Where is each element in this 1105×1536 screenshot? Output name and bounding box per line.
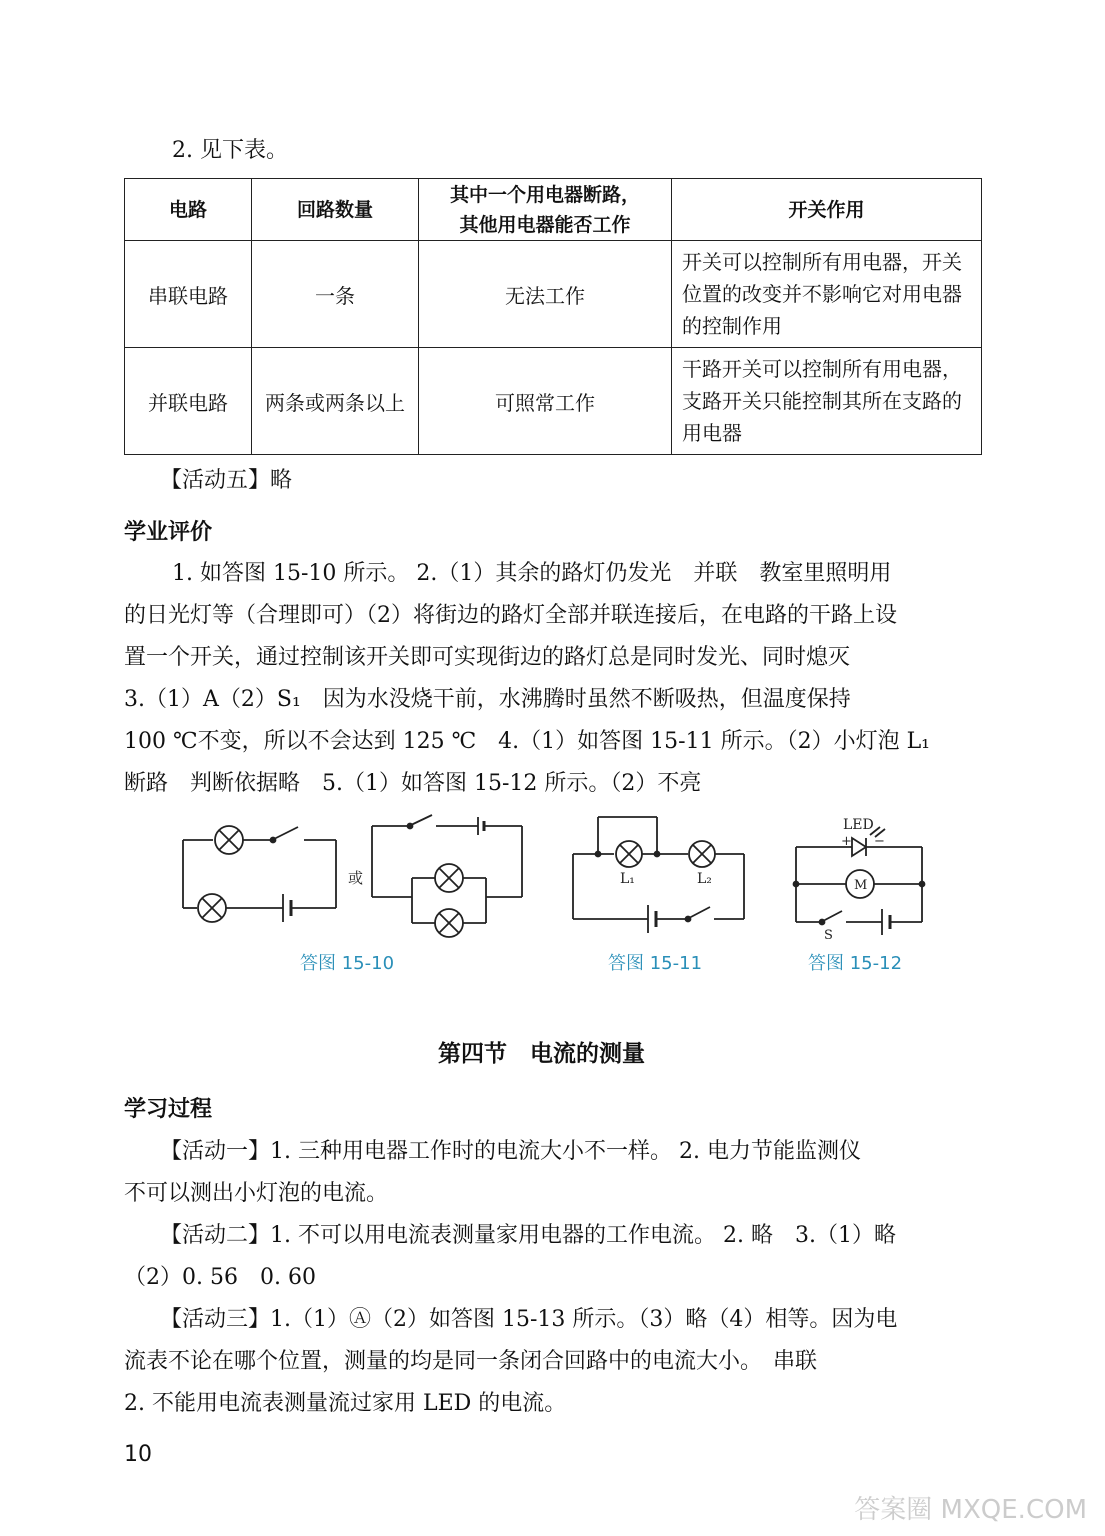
table-cell: 干路开关可以控制所有用电器，支路开关只能控制其所在支路的用电器 (672, 348, 982, 455)
fig11-caption: 答图 15-11 (608, 953, 703, 974)
process-heading: 学习过程 (124, 1097, 213, 1122)
table-cell: 并联电路 (125, 348, 252, 455)
eval-heading: 学业评价 (124, 520, 213, 545)
fig10-circuit-b (372, 815, 522, 937)
eval-line: 断路 判断依据略 5.（1）如答图 15-12 所示。（2）不亮 (124, 771, 702, 796)
process-line: 2. 不能用电流表测量流过家用 LED 的电流。 (124, 1391, 567, 1416)
fig12-switch-label: S (824, 928, 833, 943)
fig12-minus-label: − (874, 834, 885, 849)
table-cell: 开关可以控制所有用电器，开关位置的改变并不影响它对用电器的控制作用 (672, 241, 982, 348)
fig12-led-label: LED (843, 817, 874, 833)
fig12-motor-label: M (854, 878, 868, 893)
process-line: 不可以测出小灯泡的电流。 (124, 1181, 389, 1206)
table-header: 其中一个用电器断路， 其他用电器能否工作 (419, 179, 672, 241)
eval-line: 1. 如答图 15-10 所示。 2.（1）其余的路灯仍发光 并联 教室里照明用 (172, 561, 892, 586)
eval-paragraph (124, 553, 984, 805)
process-line: 流表不论在哪个位置，测量的均是同一条闭合回路中的电流大小。 串联 (124, 1349, 818, 1374)
intro-text: 2. 见下表。 (172, 138, 288, 163)
fig12-plus-label: + (841, 834, 852, 849)
eval-line: 置一个开关，通过控制该开关即可实现街边的路灯总是同时发光、同时熄灭 (124, 645, 851, 670)
fig10-circuit-a (183, 826, 336, 922)
process-line: 【活动二】1. 不可以用电流表测量家用电器的工作电流。 2. 略 3.（1）略 (160, 1223, 896, 1248)
table-cell: 无法工作 (419, 241, 672, 348)
fig12-caption: 答图 15-12 (808, 953, 903, 974)
process-line: 【活动三】1.（1）Ⓐ（2）如答图 15-13 所示。（3）略（4）相等。因为电 (160, 1307, 898, 1332)
table-cell: 一条 (252, 241, 419, 348)
fig11-circuit (573, 817, 744, 933)
process-paragraph (124, 1131, 984, 1425)
fig10-or-label: 或 (348, 869, 364, 887)
fig11-l2-label: L₂ (697, 871, 712, 887)
table-cell: 串联电路 (125, 241, 252, 348)
table-cell: 两条或两条以上 (252, 348, 419, 455)
eval-line: 的日光灯等（合理即可）（2）将街边的路灯全部并联连接后，在电路的干路上设 (124, 603, 897, 628)
watermark: 答案圈 MXQE.COM (854, 1495, 1087, 1525)
activity5-text: 【活动五】略 (160, 468, 293, 493)
eval-line: 100 ℃不变，所以不会达到 125 ℃ 4.（1）如答图 15-11 所示。（2）小灯泡 L₁ (124, 729, 930, 754)
process-line: 【活动一】1. 三种用电器工作时的电流大小不一样。 2. 电力节能监测仪 (160, 1139, 861, 1164)
table-header: 回路数量 (252, 179, 419, 241)
process-line: （2）0. 56 0. 60 (124, 1265, 316, 1290)
table-header: 电路 (125, 179, 252, 241)
fig10-caption: 答图 15-10 (300, 953, 395, 974)
table-row (125, 241, 982, 348)
fig11-l1-label: L₁ (620, 871, 635, 887)
circuit-figures (0, 805, 1105, 985)
eval-line: 3.（1）A（2）S₁ 因为水没烧干前，水沸腾时虽然不断吸热，但温度保持 (124, 687, 851, 712)
table-row (125, 348, 982, 455)
table-cell: 可照常工作 (419, 348, 672, 455)
table-header: 开关作用 (672, 179, 982, 241)
section-title: 第四节 电流的测量 (438, 1041, 645, 1067)
circuit-comparison-table (124, 178, 982, 455)
page-number: 10 (124, 1442, 152, 1467)
